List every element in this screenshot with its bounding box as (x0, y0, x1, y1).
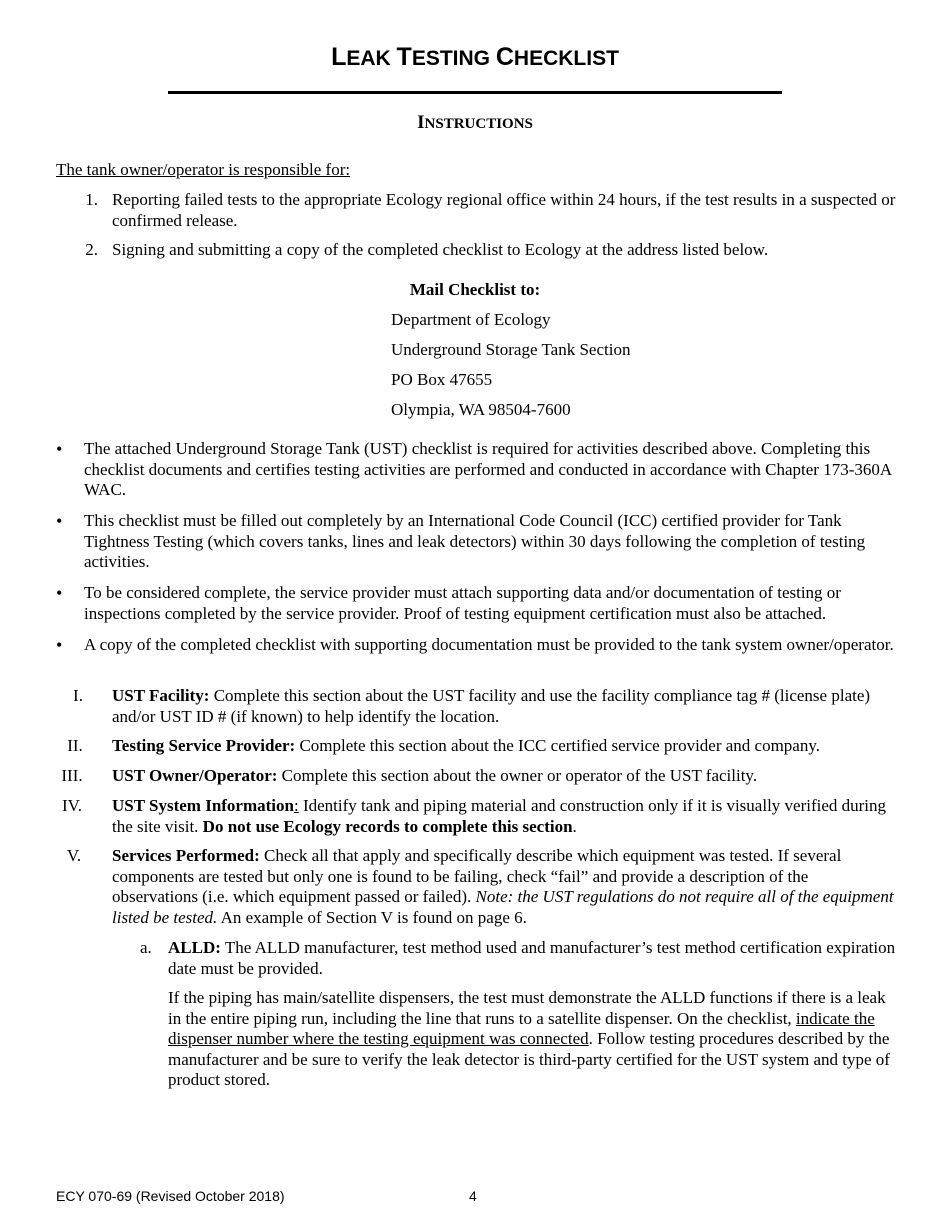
address-line: Olympia, WA 98504-7600 (391, 400, 571, 419)
subsection-letter: a. (140, 938, 152, 957)
section-number: III. (61, 766, 83, 785)
list-item-number: 2. (85, 240, 98, 259)
page-title: LEAK TESTING CHECKLIST (331, 43, 619, 71)
section-number: I. (73, 686, 83, 705)
footer-form-id: ECY 070-69 (Revised October 2018) (56, 1188, 285, 1204)
title-divider (168, 91, 782, 94)
address-line: Department of Ecology (391, 310, 551, 329)
bullet-icon: • (56, 635, 63, 655)
address-line: Underground Storage Tank Section (391, 340, 631, 359)
section-number: V. (66, 846, 82, 865)
section-testing-provider: Testing Service Provider: Complete this section about the ICC certified service provider and company. (112, 736, 821, 755)
mail-heading: Mail Checklist to: (409, 280, 541, 299)
section-owner-operator: UST Owner/Operator: Complete this section about the owner or operator of the UST facility. (112, 766, 758, 785)
list-item-number: 1. (85, 190, 98, 209)
responsibility-heading: The tank owner/operator is responsible for: (56, 160, 351, 179)
bullet-text: A copy of the completed checklist with supporting documentation must be provided to the tank system owner/operator. (84, 635, 894, 654)
section-ust-facility: UST Facility: Complete this section about the UST facility and use the facility compliance tag # (license plate) and/or UST ID # (if known) to help identify the location. (112, 686, 871, 726)
section-system-info: UST System Information: Identify tank and piping material and construction only if it is visually verified during the site visit. Do not use Ecology records to complete this section. (112, 796, 887, 836)
section-number: II. (67, 736, 83, 755)
bullet-icon: • (56, 439, 63, 459)
subsection-alld: ALLD: The ALLD manufacturer, test method used and manufacturer’s test method certification expiration date must be provided. (168, 938, 896, 978)
address-line: PO Box 47655 (391, 370, 493, 389)
subsection-alld-paragraph: If the piping has main/satellite dispensers, the test must demonstrate the ALLD functions if there is a leak in the entire piping run, including the line that runs to a satellite dispenser. On the checklist, indicate the dispenser number where the testing equipment was connected. Follow testing procedures described by the manufacturer and be sure to verify the leak detector is third-party certified for the UST system and type of product stored. (168, 988, 890, 1089)
instructions-heading: INSTRUCTIONS (417, 112, 533, 133)
page-number: 4 (469, 1188, 477, 1204)
section-services-performed: Services Performed: Check all that apply and specifically describe which equipment was tested. If several components are tested but only one is found to be failing, check “fail” and provide a description of the observations (i.e. which equipment passed or failed). Note: the UST regulations do not require all of the equipment listed be tested. An example of Section V is found on page 6. (112, 846, 894, 927)
bullet-text: To be considered complete, the service provider must attach supporting data and/or documentation of testing or inspections completed by the service provider. Proof of testing equipment certification must also be attached. (84, 583, 841, 623)
bullet-text: This checklist must be filled out completely by an International Code Council (ICC) certified provider for Tank Tightness Testing (which covers tanks, lines and leak detectors) within 30 days following the completion of testing activities. (84, 511, 866, 571)
bullet-icon: • (56, 583, 63, 603)
list-item-text: Signing and submitting a copy of the completed checklist to Ecology at the address listed below. (112, 240, 769, 259)
bullet-text: The attached Underground Storage Tank (UST) checklist is required for activities described above. Completing this checklist documents and certifies testing activities are performed and conducted in accordance with Chapter 173-360A WAC. (84, 439, 892, 499)
section-number: IV. (62, 796, 82, 815)
bullet-icon: • (56, 511, 63, 531)
list-item-text: Reporting failed tests to the appropriate Ecology regional office within 24 hours, if the test results in a suspected or confirmed release. (112, 190, 896, 230)
